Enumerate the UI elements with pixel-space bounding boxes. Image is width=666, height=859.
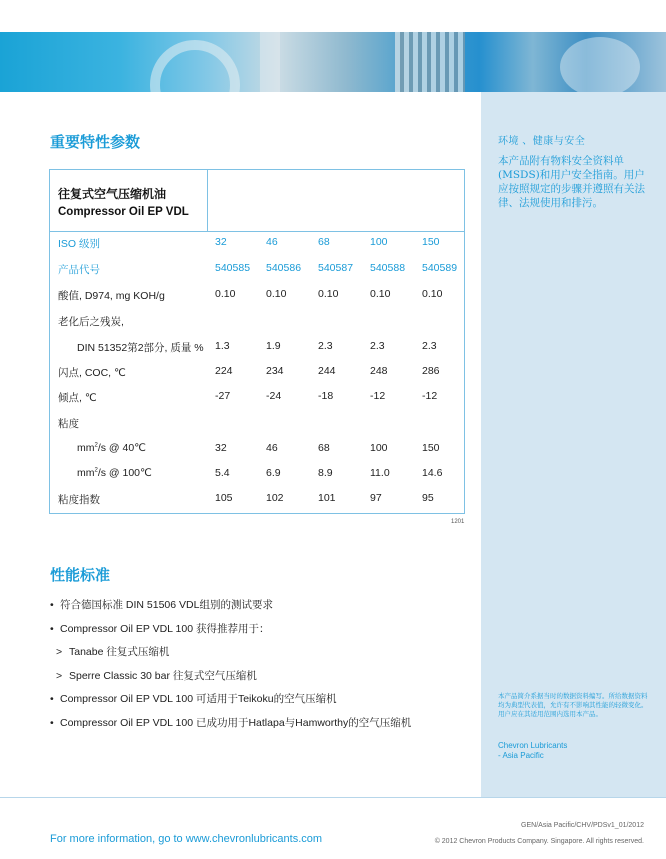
table-cell: 540588 <box>370 262 406 274</box>
list-item <box>50 668 411 692</box>
row-label: 粘度 <box>58 418 79 430</box>
row-label: ISO 级别 <box>58 238 101 250</box>
performance-list <box>50 597 411 739</box>
table-cell: 14.6 <box>422 467 443 479</box>
list-item-text: Compressor Oil EP VDL 100 获得推荐用于： <box>60 622 270 635</box>
table-cell: 97 <box>370 492 382 504</box>
row-label-condition: /s @ 100℃ <box>97 467 152 479</box>
table-cell: 248 <box>370 365 388 377</box>
gear-image-shape <box>395 32 465 92</box>
table-row <box>50 262 466 282</box>
table-row <box>50 236 466 256</box>
table-cell: 0.10 <box>266 288 287 300</box>
table-cell: 101 <box>318 492 336 504</box>
table-code: 1201 <box>451 519 465 525</box>
table-cell: 8.9 <box>318 467 333 479</box>
properties-table <box>49 169 465 514</box>
row-label: 闪点, COC, ℃ <box>58 367 126 379</box>
table-cell: 68 <box>318 442 330 454</box>
table-cell: -18 <box>318 390 334 402</box>
bullet-icon: • <box>50 716 54 729</box>
brand-line-1: Chevron Lubricants <box>498 741 568 750</box>
table-cell: -24 <box>266 390 282 402</box>
header-photo-banner <box>0 32 666 92</box>
table-cell: 150 <box>422 442 440 454</box>
table-cell: -12 <box>370 390 386 402</box>
row-label: 老化后之残炭, <box>58 316 124 328</box>
footer-copyright: © 2012 Chevron Products Company. Singapore. All rights reserved. <box>434 838 644 845</box>
list-item <box>50 691 411 715</box>
chevron-right-icon: > <box>56 669 63 682</box>
row-label: 产品代号 <box>58 264 100 276</box>
table-cell: 1.9 <box>266 340 281 352</box>
table-cell: 95 <box>422 492 434 504</box>
table-cell: 1.3 <box>215 340 230 352</box>
table-cell: 105 <box>215 492 233 504</box>
list-item-text: Compressor Oil EP VDL 100 可适用于Teikoku的空气压缩机 <box>60 693 337 706</box>
table-row <box>50 340 466 360</box>
pipe-image-shape <box>260 32 280 92</box>
brand-line-2: - Asia Pacific <box>498 751 544 760</box>
performance-heading: 性能标准 <box>50 567 111 584</box>
row-label <box>77 467 152 479</box>
product-name-en: Compressor Oil EP VDL <box>58 206 189 218</box>
table-cell: 540586 <box>266 262 302 274</box>
table-cell: 0.10 <box>318 288 339 300</box>
sidebar-disclaimer: 本产品简介系据当时的数据资料编写。所给数据资料均为典型代表值，允许有不影响其性能的轻微变化。用户应在其适用范围内选用本产品。 <box>498 692 648 718</box>
row-label <box>77 442 146 454</box>
row-label-superscript: 2 <box>94 467 98 474</box>
bullet-icon: • <box>50 622 54 635</box>
list-item-text: Tanabe 往复式压缩机 <box>69 646 170 659</box>
table-cell: 0.10 <box>370 288 391 300</box>
table-cell: 2.3 <box>370 340 385 352</box>
table-cell: 100 <box>370 236 388 248</box>
list-item <box>50 621 411 645</box>
chevron-right-icon: > <box>56 646 63 659</box>
row-label-condition: /s @ 40℃ <box>97 442 146 454</box>
bearing-image-shape <box>150 40 240 92</box>
table-cell: 46 <box>266 236 278 248</box>
table-cell: 0.10 <box>422 288 443 300</box>
list-item-text: 符合德国标准 DIN 51506 VDL组别的测试要求 <box>60 599 273 611</box>
sidebar-title: 环境 、健康与安全 <box>498 136 586 147</box>
row-label: 粘度指数 <box>58 494 100 506</box>
row-label-superscript: 2 <box>94 442 98 449</box>
table-row <box>50 314 466 334</box>
table-cell: 32 <box>215 236 227 248</box>
sidebar-brand <box>498 741 567 761</box>
header-divider <box>207 170 208 232</box>
table-row <box>50 442 466 462</box>
table-cell: 6.9 <box>266 467 281 479</box>
bullet-icon: • <box>50 693 54 706</box>
table-cell: 150 <box>422 236 440 248</box>
list-item-text: Compressor Oil EP VDL 100 已成功用于Hatlapa与Hamworthy的空气压缩机 <box>60 716 412 729</box>
machine-image-shape <box>560 37 640 92</box>
list-item <box>50 715 411 739</box>
table-cell: 11.0 <box>370 467 390 479</box>
table-cell: 32 <box>215 442 227 454</box>
table-cell: 2.3 <box>318 340 333 352</box>
footer-doc-code: GEN/Asia Pacific/CHV/PDSv1_01/2012 <box>521 822 644 829</box>
table-cell: 224 <box>215 365 233 377</box>
list-item <box>50 644 411 668</box>
table-cell: 540587 <box>318 262 354 274</box>
row-label: 酸值, D974, mg KOH/g <box>58 290 165 302</box>
table-cell: 100 <box>370 442 388 454</box>
table-cell: 540589 <box>422 262 458 274</box>
sidebar-safety-text: 本产品附有物料安全资料单(MSDS)和用户安全指南。用户应按照规定的步骤并遵照有关法律、法规使用和排污。 <box>498 155 645 209</box>
table-cell: 68 <box>318 236 330 248</box>
table-cell: -27 <box>215 390 231 402</box>
row-label: DIN 51352第2部分, 质量 % <box>77 342 204 354</box>
list-item-text: Sperre Classic 30 bar 往复式空气压缩机 <box>69 669 257 682</box>
table-cell: 234 <box>266 365 284 377</box>
table-cell: 0.10 <box>215 288 236 300</box>
table-row <box>50 467 466 487</box>
table-cell: 540585 <box>215 262 251 274</box>
list-item <box>50 597 411 621</box>
table-cell: 46 <box>266 442 278 454</box>
table-cell: 244 <box>318 365 336 377</box>
footer-divider <box>0 797 666 798</box>
table-header <box>50 170 464 232</box>
row-label-unit: mm <box>77 442 95 454</box>
table-cell: 2.3 <box>422 340 437 352</box>
properties-heading: 重要特性参数 <box>50 134 141 151</box>
row-label-unit: mm <box>77 467 95 479</box>
table-cell: 5.4 <box>215 467 230 479</box>
table-row <box>50 492 466 512</box>
table-cell: -12 <box>422 390 438 402</box>
bullet-icon: • <box>50 599 54 611</box>
table-cell: 286 <box>422 365 440 377</box>
table-cell: 102 <box>266 492 284 504</box>
product-name-cn: 往复式空气压缩机油 <box>58 187 167 201</box>
table-row <box>50 288 466 308</box>
table-row <box>50 390 466 410</box>
footer-info-link[interactable]: For more information, go to www.chevronlubricants.com <box>50 833 323 845</box>
table-row <box>50 365 466 385</box>
table-row <box>50 416 466 436</box>
row-label: 倾点, ℃ <box>58 392 97 404</box>
